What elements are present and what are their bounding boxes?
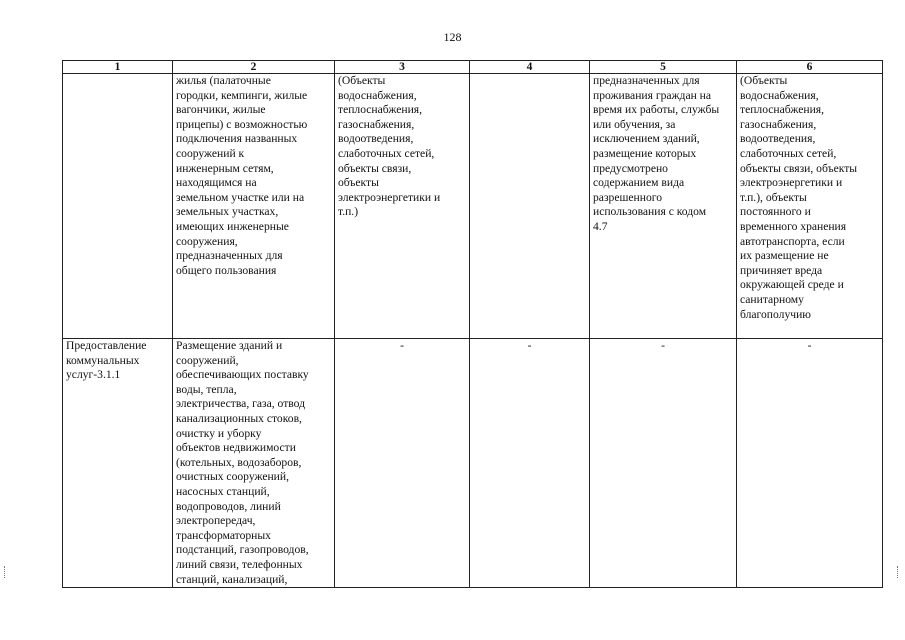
column-header-1: 1 [63,61,173,74]
column-header-5: 5 [590,61,737,74]
cell-text: предназначенных для проживания граждан на время их работы, службы или обучения, за исключением зданий, размещение которых предусмотрено содержанием вида разрешенного использования с кодом 4.7 [593,74,720,233]
table-cell [173,74,335,339]
cell-text: жилья (палаточные городки, кемпинги, жилые вагончики, жилые прицепы) с возможностью подключения названных сооружений к инженерным сетям, находящимся на земельном участке или на земельных участках, имеющих инженерные сооружения, предназначенных для общего пользования [176,74,308,277]
table-cell [335,339,470,588]
column-header-3: 3 [335,61,470,74]
cell-text: - [400,339,404,352]
cell-text: - [527,339,532,352]
table-row [63,74,883,339]
table-cell [63,339,173,588]
table-cell [63,74,173,339]
cell-text: - [807,339,812,352]
scan-edge-mark-right [897,566,900,578]
table-cell [470,74,590,339]
table-cell [737,74,883,339]
cell-text: Предоставление коммунальных услуг-3.1.1 [66,339,147,382]
column-header-6: 6 [737,61,883,74]
scan-edge-mark-left [4,566,7,578]
cell-text: (Объекты водоснабжения, теплоснабжения, газоснабжения, водоотведения, слаботочных сетей, объекты связи, объекты электроэнергетики и т.п.) [338,74,441,219]
table-cell [173,339,335,588]
table-cell [335,74,470,339]
column-header-4: 4 [470,61,590,74]
table-header-row [63,61,883,74]
table-cell [470,339,590,588]
table-row [63,339,883,588]
table-cell [590,339,737,588]
cell-text: (Объекты водоснабжения, теплоснабжения, газоснабжения, водоотведения, слаботочных сетей, объекты связи, объекты электроэнергетики и т.п.), объекты постоянного и временного хранения автотранспорта, если их размещение не причиняет вреда окружающей среде и санитарному благополучию [740,74,858,321]
table-cell [737,339,883,588]
cell-text: Размещение зданий и сооружений, обеспечивающих поставку воды, тепла, электричества, газа, отвод канализационных стоков, очистку и уборку объектов недвижимости (котельных, водозаборов, очистных сооружений, насосных станций, водопроводов, линий электропередач, трансформаторных подстанций, газопроводов, линий связи, телефонных станций, канализаций, [176,339,309,586]
table-cell [590,74,737,339]
cell-text: - [661,339,665,352]
page-number: 128 [443,30,462,44]
column-header-2: 2 [173,61,335,74]
land-use-table [62,60,883,588]
